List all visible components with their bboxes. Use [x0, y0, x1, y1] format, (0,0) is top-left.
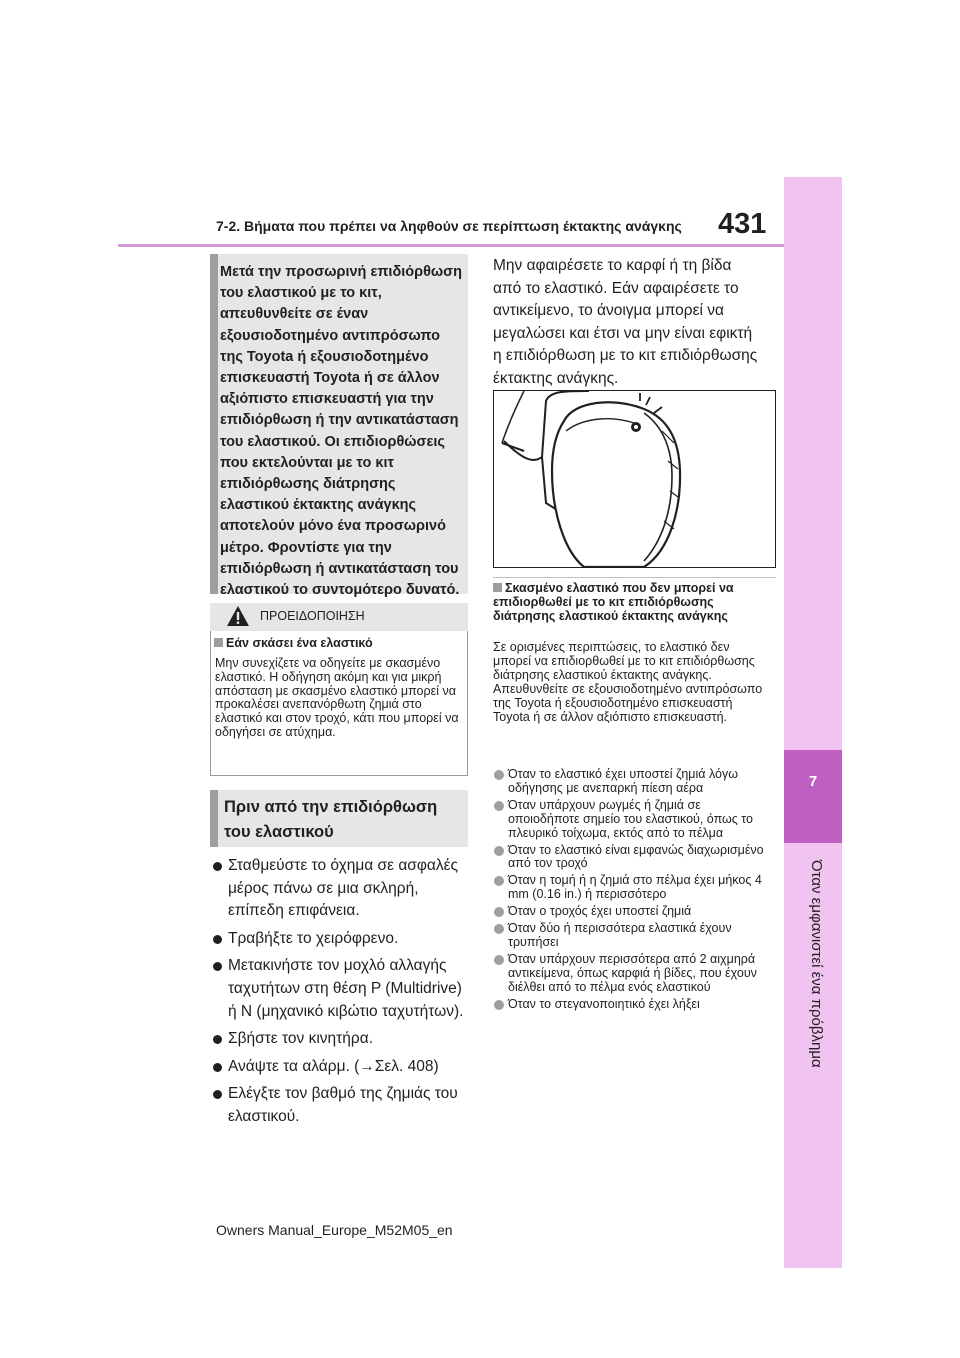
condition-item: Όταν η τομή ή η ζημιά στο πέλμα έχει μήκος 4 mm (0.16 in.) ή περισσότερο [493, 874, 768, 902]
warning-subtitle-text: Εάν σκάσει ένα ελαστικό [226, 636, 373, 650]
warning-title: ΠΡΟΕΙΔΟΠΟΙΗΣΗ [260, 609, 365, 623]
square-bullet-icon [493, 583, 502, 592]
condition-item: Όταν το ελαστικό έχει υποστεί ζημιά λόγω οδήγησης με ανεπαρκή πίεση αέρα [493, 768, 768, 796]
condition-item: Όταν το στεγανοποιητικό έχει λήξει [493, 998, 768, 1012]
warning-text: Μην συνεχίζετε να οδηγείτε με σκασμένο ελαστικό. Η οδήγηση ακόμη και για μικρή απόσταση με σκασμένο ελαστικό μπορεί να προκαλέσει ανεπανόρθωτη ζημιά στο ελαστικό και στον τροχό, κάτι που μπορεί να οδηγήσει σε ατύχημα. [215, 656, 459, 739]
info-box-text: Μετά την προσωρινή επιδιόρθωση του ελαστικού με το κιτ, απευθυνθείτε σε έναν εξουσιοδοτημένο αντιπρόσωπο της Toyota ή εξουσιοδοτημένο επισκευαστή Toyota ή σε άλλον αξιόπιστο επισκευαστή για την επιδιόρθωση ή την αντικατάσταση του ελαστικού. Οι επιδιορθώσεις που εκτελούνται με το κιτ επιδιόρθωσης διάτρησης ελαστικού έκτακτης ανάγκης αποτελούν μόνο ένα προσωρινό μέτρο. Φροντίστε για την επιδιόρθωση ή αντικατάσταση του ελαστικού το συντομότερο δυνατό. [220, 264, 462, 599]
chapter-number: 7 [808, 773, 818, 790]
warning-triangle-icon [226, 604, 250, 628]
subsection-paragraph: Σε ορισμένες περιπτώσεις, το ελαστικό δεν μπορεί να επιδιορθωθεί με το κιτ επιδιόρθωσης διάτρησης ελαστικού έκτακτης ανάγκης. Απευθυνθείτε σε εξουσιοδοτημένο αντιπρόσωπο της Toyota ή εξουσιοδοτημένο επισκευαστή Toyota ή σε άλλον αξιόπιστο επισκευαστή. [493, 640, 763, 724]
condition-item: Όταν το ελαστικό είναι εμφανώς διαχωρισμένο από τον τροχό [493, 844, 768, 872]
step-item: Μετακινήστε τον μοχλό αλλαγής ταχυτήτων στη θέση P (Multidrive) ή N (μηχανικό κιβώτιο ταχυτήτων). [212, 955, 474, 1023]
chapter-title: Όταν εμφανιστεί ένα πρόβλημα [808, 860, 825, 1068]
condition-item: Όταν υπάρχουν ρωγμές ή ζημιά σε οποιοδήποτε σημείο του ελαστικού, όπως το πλευρικό τοίχωμα, εκτός από το πέλμα [493, 799, 768, 841]
step-item: Σβήστε τον κινητήρα. [212, 1028, 474, 1051]
footer-text: Owners Manual_Europe_M52M05_en [216, 1222, 453, 1238]
subsection-heading [493, 582, 763, 623]
square-bullet-icon [214, 638, 223, 647]
conditions-list [493, 768, 768, 1015]
step-item: Τραβήξτε το χειρόφρενο. [212, 928, 474, 951]
figure-divider [493, 577, 776, 578]
condition-item: Όταν ο τροχός έχει υποστεί ζημιά [493, 905, 768, 919]
condition-item: Όταν δύο ή περισσότερα ελαστικά έχουν τρυπήσει [493, 922, 768, 950]
step-item: Ελέγξτε τον βαθμό της ζημιάς του ελαστικού. [212, 1083, 474, 1128]
section-heading: Πριν από την επιδιόρθωση του ελαστικού [224, 798, 438, 841]
header-divider [118, 244, 784, 247]
tire-nail-icon [494, 391, 776, 568]
intro-paragraph: Μην αφαιρέσετε το καρφί ή τη βίδα από το ελαστικό. Εάν αφαιρέσετε το αντικείμενο, το άνοιγμα μπορεί να μεγαλώσει και έτσι να μην είναι εφικτή η επιδιόρθωση με το κιτ επιδιόρθωσης έκτακτης ανάγκης. [493, 257, 758, 387]
steps-list [212, 855, 474, 1134]
step-item: Ανάψτε τα αλάρμ. (→Σελ. 408) [212, 1056, 474, 1079]
page-number: 431 [718, 208, 767, 240]
section-header-title: 7-2. Βήματα που πρέπει να ληφθούν σε περίπτωση έκτακτης ανάγκης [216, 218, 682, 234]
chapter-tab-marker [784, 750, 842, 843]
subsection-heading-text: Σκασμένο ελαστικό που δεν μπορεί να επιδιορθωθεί με το κιτ επιδιόρθωσης διάτρησης ελαστικού έκτακτης ανάγκης [493, 581, 734, 623]
warning-subtitle [214, 636, 373, 650]
condition-item: Όταν υπάρχουν περισσότερα από 2 αιχμηρά αντικείμενα, όπως καρφιά ή βίδες, που έχουν διέλθει από το πέλμα ενός ελαστικού [493, 953, 768, 995]
step-item: Σταθμεύστε το όχημα σε ασφαλές μέρος πάνω σε μια σκληρή, επίπεδη επιφάνεια. [212, 855, 474, 923]
tire-illustration [493, 390, 776, 568]
